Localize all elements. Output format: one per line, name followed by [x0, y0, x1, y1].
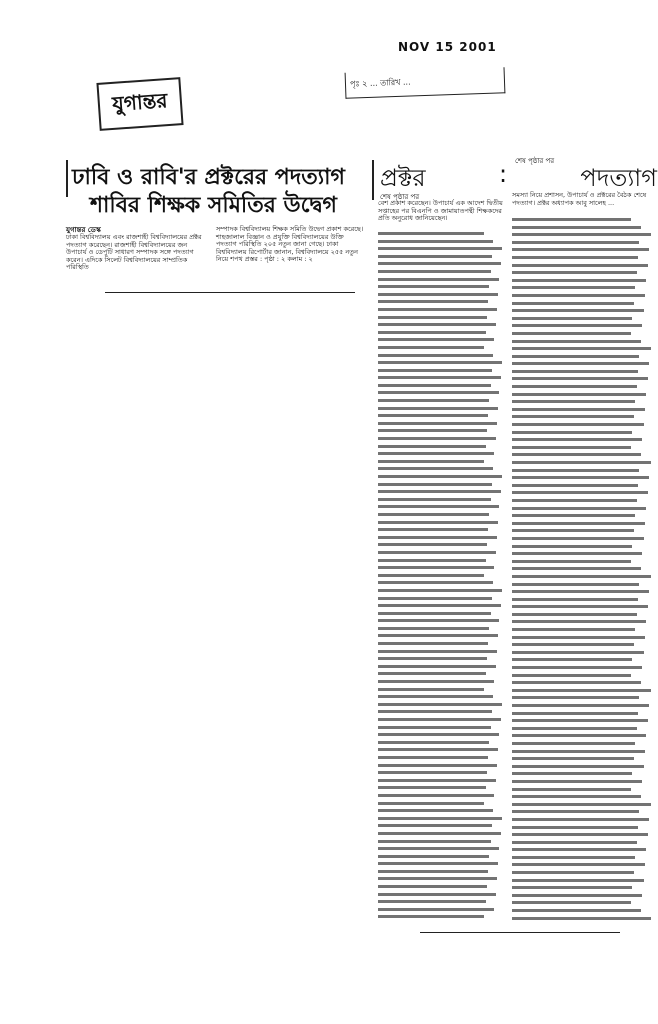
- text-line: [512, 423, 644, 426]
- byline: যুগান্তর ডেস্ক: [66, 226, 101, 234]
- article-end-rule-right: [420, 932, 620, 933]
- text-line: [378, 293, 498, 296]
- text-line: [512, 491, 648, 494]
- text-line: [378, 824, 492, 827]
- text-line: [512, 886, 632, 889]
- text-line: [378, 422, 497, 425]
- text-line: [378, 475, 502, 478]
- text-line: [512, 620, 646, 623]
- text-line: [512, 393, 646, 396]
- text-line: [378, 642, 488, 645]
- text-line: [378, 323, 496, 326]
- text-line: [512, 499, 637, 502]
- text-line: [512, 871, 634, 874]
- text-line: [512, 438, 642, 441]
- article-end-rule: [105, 292, 355, 293]
- text-line: [512, 514, 635, 517]
- text-line: [512, 772, 632, 775]
- text-line: [512, 469, 639, 472]
- text-line: [378, 467, 493, 470]
- text-line: [378, 604, 501, 607]
- text-line: [378, 612, 491, 615]
- text-line: [378, 802, 484, 805]
- right-title-left: প্রক্টর: [380, 164, 426, 192]
- text-line: [378, 300, 488, 303]
- text-line: [512, 894, 642, 897]
- text-line: [512, 552, 642, 555]
- text-line: [512, 719, 648, 722]
- text-line: [378, 710, 492, 713]
- text-line: [512, 810, 639, 813]
- text-line: [512, 674, 631, 677]
- text-line: [512, 302, 634, 305]
- text-line: [378, 915, 484, 918]
- text-line: [378, 908, 494, 911]
- text-line: [378, 354, 493, 357]
- text-line: [378, 543, 487, 546]
- text-line: [512, 750, 645, 753]
- text-line: [512, 461, 651, 464]
- text-line: [512, 666, 642, 669]
- text-line: [512, 355, 639, 358]
- text-line: [378, 657, 487, 660]
- text-line: [512, 765, 644, 768]
- text-line: [512, 848, 646, 851]
- text-line: [512, 248, 649, 251]
- text-line: [512, 658, 632, 661]
- text-line: [378, 764, 497, 767]
- text-line: [512, 575, 651, 578]
- text-line: [512, 818, 649, 821]
- text-line: [378, 688, 484, 691]
- text-line: [512, 537, 644, 540]
- text-line: [512, 567, 641, 570]
- text-line: [378, 551, 496, 554]
- text-line: [378, 733, 499, 736]
- text-line: [378, 437, 496, 440]
- text-line: [512, 476, 649, 479]
- right-col1-body-text: [378, 232, 503, 923]
- text-line: [512, 613, 637, 616]
- text-line: [512, 901, 631, 904]
- text-line: [378, 794, 494, 797]
- date-stamp: NOV 15 2001: [398, 40, 497, 54]
- right-col1-lead: বেশ প্রকাশ করেছেন। উপাচার্য এক আদেশ দ্বিতীয় সপ্তাহের পর বিএনপি ও জামায়াতপন্থী শিক্ষকদের প্রতি অনুরোধ জানিয়েছেন।: [378, 199, 503, 223]
- text-line: [378, 900, 486, 903]
- text-line: [512, 780, 642, 783]
- text-line: [378, 893, 496, 896]
- text-line: [512, 340, 641, 343]
- text-line: [378, 369, 492, 372]
- text-line: [378, 680, 494, 683]
- text-line: [512, 294, 645, 297]
- text-line: [512, 734, 646, 737]
- text-line: [512, 484, 638, 487]
- right-col-kicker: শেষ পৃষ্ঠার পর: [515, 157, 555, 165]
- text-line: [378, 521, 498, 524]
- text-line: [512, 727, 637, 730]
- text-line: [512, 415, 634, 418]
- text-line: [512, 271, 637, 274]
- text-line: [378, 597, 492, 600]
- text-line: [378, 817, 502, 820]
- text-line: [378, 240, 493, 243]
- text-line: [512, 879, 644, 882]
- text-line: [512, 545, 632, 548]
- text-line: [378, 255, 492, 258]
- text-line: [512, 507, 646, 510]
- text-line: [378, 695, 493, 698]
- text-line: [378, 338, 494, 341]
- text-line: [512, 362, 649, 365]
- text-line: [512, 264, 648, 267]
- text-line: [378, 361, 502, 364]
- text-line: [378, 885, 487, 888]
- text-line: [378, 589, 502, 592]
- text-line: [378, 771, 487, 774]
- text-line: [378, 513, 489, 516]
- text-line: [378, 741, 489, 744]
- masthead-logo: যুগান্তর: [96, 77, 183, 131]
- text-line: [512, 856, 635, 859]
- text-line: [378, 672, 486, 675]
- left-headline-2: শাবির শিক্ষক সমিতির উদ্বেগ: [90, 193, 337, 218]
- text-line: [378, 407, 498, 410]
- text-line: [512, 309, 644, 312]
- text-line: [512, 909, 641, 912]
- text-line: [512, 431, 632, 434]
- text-line: [512, 317, 632, 320]
- right-title-right: পদত্যাগ: [580, 164, 657, 192]
- text-line: [512, 560, 631, 563]
- text-line: [378, 574, 484, 577]
- text-line: [512, 446, 631, 449]
- left-article-col2: সম্পাদক বিশ্ববিদ্যালয় শিক্ষক সমিতি উদ্বেগ প্রকাশ করেছে। শাহজালাল বিজ্ঞান ও প্রযুক্তি বিশ্ববিদ্যালয়ের উক্তি পদত্যাগ পরিস্থিতি ২০৫ নতুন জানা গেছে। ঢাকা বিশ্ববিদ্যালয় রিপোর্টার জানান, বিশ্ববিদ্যালয়ে ২৫৫ নতুন নিয়ে শপথ প্রস্তর : পৃষ্ঠা : ২ কলাম : ২: [216, 225, 364, 264]
- text-line: [378, 832, 501, 835]
- text-line: [512, 826, 638, 829]
- right-title-colon: :: [498, 160, 508, 188]
- right-kicker: শেষ পৃষ্ঠার পর: [380, 193, 420, 201]
- text-line: [378, 316, 487, 319]
- text-line: [378, 536, 497, 539]
- text-line: [378, 581, 493, 584]
- text-line: [512, 696, 639, 699]
- text-line: [378, 414, 488, 417]
- text-line: [512, 218, 631, 221]
- text-line: [378, 862, 498, 865]
- left-headline-1: ঢাবি ও রাবি'র প্রক্টরের পদত্যাগ: [66, 160, 377, 197]
- text-line: [378, 285, 489, 288]
- text-line: [512, 651, 644, 654]
- text-line: [512, 590, 649, 593]
- text-line: [378, 452, 494, 455]
- text-line: [378, 877, 497, 880]
- left-article-col1: ঢাকা বিশ্ববিদ্যালয় এবং রাজশাহী বিশ্ববিদ্যালয়ের প্রক্টর পদত্যাগ করেছেন। রাজশাহী বিশ্ববিদ্যালয়ের জন উপাচার্য ও ডেপুটি সাধারণ সম্পাদক সঙ্গে পদত্যাগ করেন। এদিকে সিলেট বিশ্ববিদ্যালয়ের সাম্প্রতিক পরিস্থিতি: [66, 233, 202, 272]
- text-line: [512, 795, 641, 798]
- text-line: [378, 703, 502, 706]
- text-line: [378, 847, 499, 850]
- text-line: [378, 726, 491, 729]
- text-line: [512, 841, 637, 844]
- text-line: [378, 429, 487, 432]
- text-line: [378, 346, 484, 349]
- text-line: [378, 399, 489, 402]
- text-line: [512, 803, 651, 806]
- text-line: [378, 528, 488, 531]
- text-line: [378, 384, 491, 387]
- right-col2-body-text: [512, 218, 652, 924]
- text-line: [512, 400, 635, 403]
- text-line: [378, 756, 488, 759]
- text-line: [512, 742, 635, 745]
- text-line: [378, 391, 499, 394]
- text-line: [378, 619, 499, 622]
- right-col2-lead: সমস্যা নিয়ে প্রশাসন, উপাচার্য ও প্রক্টরের বৈঠক শেষে পদত্যাগ। প্রক্টর অধ্যাপক আবু সালেহ ...: [512, 191, 647, 207]
- text-line: [512, 408, 645, 411]
- text-line: [512, 385, 637, 388]
- text-line: [512, 453, 641, 456]
- text-line: [512, 347, 651, 350]
- text-line: [512, 529, 634, 532]
- text-line: [378, 650, 497, 653]
- text-line: [378, 247, 502, 250]
- text-line: [512, 256, 638, 259]
- text-line: [378, 270, 491, 273]
- text-line: [512, 241, 639, 244]
- text-line: [512, 605, 648, 608]
- text-line: [378, 870, 488, 873]
- text-line: [378, 262, 501, 265]
- text-line: [378, 559, 486, 562]
- text-line: [512, 689, 651, 692]
- text-line: [378, 566, 494, 569]
- text-line: [512, 712, 638, 715]
- text-line: [378, 809, 493, 812]
- text-line: [512, 788, 631, 791]
- text-line: [512, 377, 648, 380]
- text-line: [512, 226, 641, 229]
- text-line: [378, 840, 491, 843]
- text-line: [512, 370, 638, 373]
- text-line: [378, 490, 501, 493]
- text-line: [378, 634, 498, 637]
- clip-stamp: পৃঃ ২ ... তারিখ ...: [345, 67, 506, 99]
- text-line: [512, 522, 645, 525]
- text-line: [512, 583, 639, 586]
- text-line: [512, 628, 635, 631]
- text-line: [378, 232, 484, 235]
- text-line: [512, 704, 649, 707]
- text-line: [378, 786, 486, 789]
- text-line: [512, 636, 645, 639]
- text-line: [512, 833, 648, 836]
- text-line: [378, 779, 496, 782]
- text-line: [378, 331, 486, 334]
- text-line: [378, 498, 491, 501]
- text-line: [378, 278, 499, 281]
- text-line: [512, 598, 638, 601]
- text-line: [378, 505, 499, 508]
- text-line: [512, 643, 634, 646]
- text-line: [512, 233, 651, 236]
- text-line: [512, 681, 641, 684]
- text-line: [378, 748, 498, 751]
- text-line: [512, 757, 634, 760]
- text-line: [512, 917, 651, 920]
- text-line: [512, 286, 635, 289]
- text-line: [512, 332, 631, 335]
- text-line: [512, 324, 642, 327]
- text-line: [378, 855, 489, 858]
- text-line: [378, 308, 497, 311]
- text-line: [378, 665, 496, 668]
- text-line: [378, 445, 486, 448]
- text-line: [378, 460, 484, 463]
- text-line: [512, 279, 646, 282]
- text-line: [378, 627, 489, 630]
- text-line: [512, 863, 645, 866]
- text-line: [378, 376, 501, 379]
- text-line: [378, 718, 501, 721]
- text-line: [378, 483, 492, 486]
